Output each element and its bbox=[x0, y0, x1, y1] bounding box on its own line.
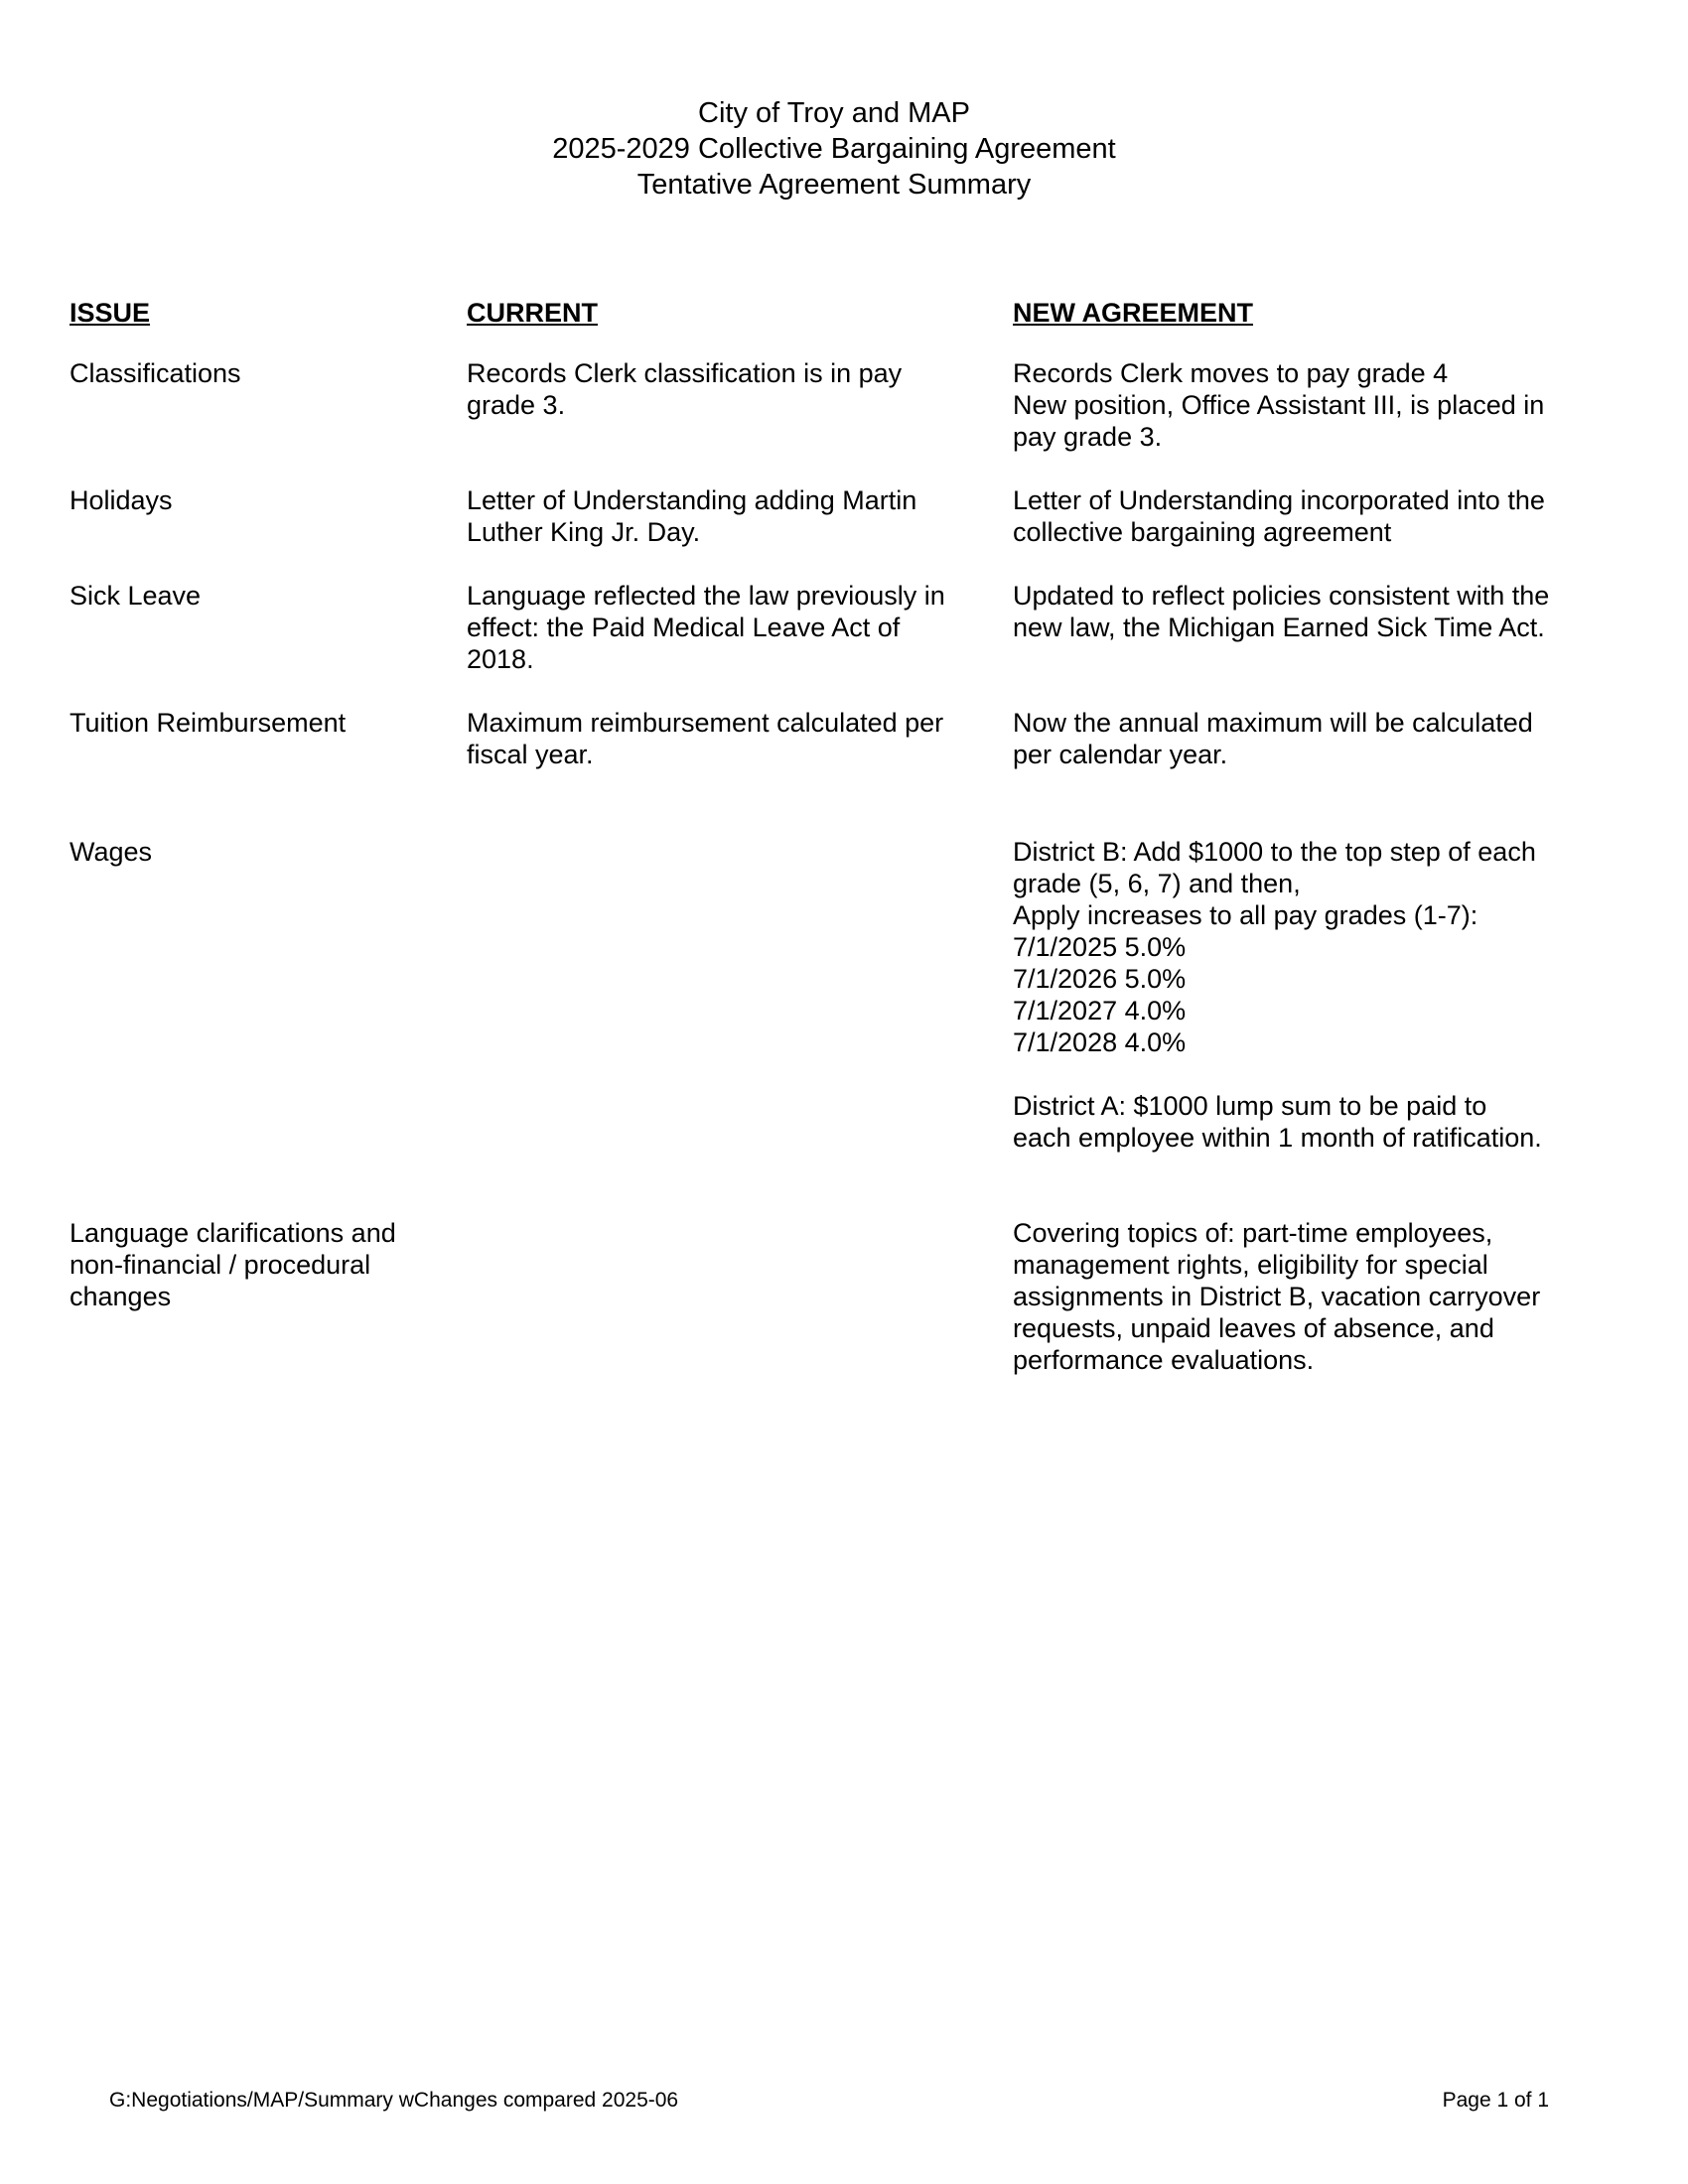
current-cell: Language reflected the law previously in effect: the Paid Medical Leave Act of 2018. bbox=[467, 581, 945, 674]
document-title bbox=[0, 95, 1668, 203]
header-new-agreement: NEW AGREEMENT bbox=[1013, 298, 1253, 328]
current-cell: Records Clerk classification is in pay grade 3. bbox=[467, 358, 903, 420]
current-cell: Letter of Understanding adding Martin Luther King Jr. Day. bbox=[467, 485, 917, 547]
issue-cell: Holidays bbox=[70, 485, 173, 515]
current-cell: Maximum reimbursement calculated per fiscal year. bbox=[467, 708, 944, 769]
new-agreement-cell: Letter of Understanding incorporated into the collective bargaining agreement bbox=[1013, 485, 1545, 547]
title-line-1: City of Troy and MAP bbox=[698, 97, 970, 129]
new-agreement-cell: Now the annual maximum will be calculated per calendar year. bbox=[1013, 708, 1533, 769]
issue-cell: Sick Leave bbox=[70, 581, 202, 611]
issue-cell: Classifications bbox=[70, 358, 241, 388]
footer-page-number: Page 1 of 1 bbox=[1442, 2089, 1549, 2112]
issue-cell: Language clarifications and non-financial / procedural changes bbox=[70, 1218, 396, 1311]
title-line-3: Tentative Agreement Summary bbox=[636, 169, 1032, 201]
issue-cell: Wages bbox=[70, 837, 153, 867]
header-current: CURRENT bbox=[467, 298, 598, 328]
footer-file-path: G:Negotiations/MAP/Summary wChanges compared 2025-06 bbox=[109, 2089, 679, 2112]
new-agreement-cell: Covering topics of: part-time employees, management rights, eligibility for special assignments in District B, vacation carryover requests, unpaid leaves of absence, and performance evaluations. bbox=[1013, 1218, 1541, 1375]
title-line-2: 2025-2029 Collective Bargaining Agreement bbox=[552, 133, 1116, 165]
issue-cell: Tuition Reimbursement bbox=[70, 708, 347, 738]
new-agreement-cell: Updated to reflect policies consistent with the new law, the Michigan Earned Sick Time Act. bbox=[1013, 581, 1550, 642]
header-issue: ISSUE bbox=[70, 298, 151, 328]
new-agreement-cell: Records Clerk moves to pay grade 4 New position, Office Assistant III, is placed in pay grade 3. bbox=[1013, 358, 1545, 452]
new-agreement-cell: District B: Add $1000 to the top step of each grade (5, 6, 7) and then, Apply increases to all pay grades (1-7): 7/1/2025 5.0% 7/1/2026 5.0% 7/1/2027 4.0% 7/1/2028 4.0% District A: $1000 lump sum to be paid to each employee within 1 month of ratification. bbox=[1013, 837, 1542, 1153]
